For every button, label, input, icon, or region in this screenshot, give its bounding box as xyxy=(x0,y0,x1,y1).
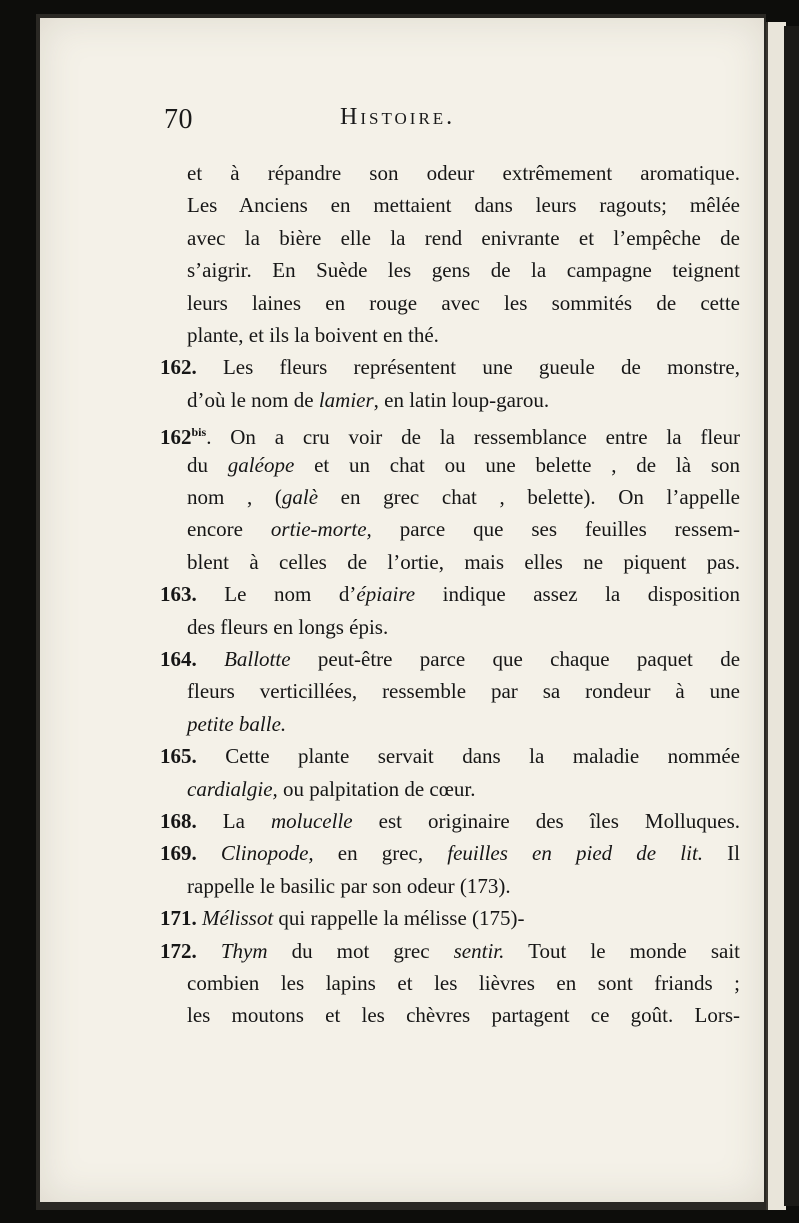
text-line xyxy=(187,871,740,901)
text-line xyxy=(187,450,740,480)
italic-term: lamier xyxy=(318,387,374,412)
italic-term: galè xyxy=(281,485,319,509)
italic-term: Mélissot xyxy=(202,906,274,931)
text-run: d’où le nom de xyxy=(187,387,319,412)
book-page xyxy=(40,18,764,1202)
note-number: 171. xyxy=(160,906,197,931)
text-line xyxy=(187,968,740,998)
text-line xyxy=(187,320,740,350)
note-number: 165. xyxy=(160,744,197,769)
text-line xyxy=(160,741,740,771)
text-line xyxy=(187,676,740,706)
text-run: et un chat ou une belette , de là son xyxy=(294,452,740,477)
text-run: La xyxy=(196,809,271,833)
text-line xyxy=(187,255,740,285)
text-line xyxy=(187,547,740,577)
text-run: blent à celles de l’ortie, mais elles ne piquent pas. xyxy=(187,549,740,574)
text-run: du mot grec xyxy=(267,938,454,963)
italic-term: sentir. xyxy=(453,938,505,963)
text-line xyxy=(160,806,740,836)
text-run: Les Anciens en mettaient dans leurs ragouts; mêlée xyxy=(187,193,740,218)
italic-term: Ballotte xyxy=(224,647,291,671)
text-run: Il xyxy=(703,841,740,866)
page-header xyxy=(40,104,764,144)
text-line xyxy=(187,288,740,318)
text-run: s’aigrir. En Suède les gens de la campagne teignent xyxy=(187,258,740,283)
text-line xyxy=(187,190,740,220)
italic-term: ortie-morte, xyxy=(270,517,372,542)
text-line xyxy=(187,774,740,804)
text-line xyxy=(160,644,740,674)
text-run: plante, et ils la boivent en thé. xyxy=(187,323,439,347)
text-line xyxy=(160,417,740,452)
text-line xyxy=(187,514,740,544)
superscript-bis: bis xyxy=(191,425,207,440)
text-run: Les fleurs représentent une gueule de monstre, xyxy=(196,355,740,380)
text-line xyxy=(187,223,740,253)
text-run xyxy=(197,841,221,865)
italic-term: épiaire xyxy=(356,582,416,607)
note-number: 162 xyxy=(160,425,192,450)
text-line xyxy=(160,936,740,966)
text-line xyxy=(187,158,740,188)
text-run: en grec, xyxy=(313,841,448,866)
text-run: encore xyxy=(187,517,271,542)
text-run: des fleurs en longs épis. xyxy=(187,614,389,639)
page-number: 70 xyxy=(164,104,193,135)
next-page-edge xyxy=(766,22,786,1210)
text-run: indique assez la disposition xyxy=(415,582,740,607)
text-run: en grec chat , belette). On l’appelle xyxy=(318,485,741,509)
text-line xyxy=(160,579,740,609)
text-run: peut-être parce que chaque paquet de xyxy=(290,647,741,671)
text-run: les moutons et les chèvres partagent ce goût. Lors- xyxy=(187,1003,740,1028)
text-run: fleurs verticillées, ressemble par sa rondeur à une xyxy=(187,679,740,704)
text-run xyxy=(197,647,224,671)
text-line xyxy=(160,838,740,868)
note-number: 164. xyxy=(160,647,197,671)
text-run: Tout le monde sait xyxy=(504,938,740,963)
italic-term: Thym xyxy=(220,938,268,963)
text-run: leurs laines en rouge avec les sommités de cette xyxy=(187,290,740,315)
text-run: parce que ses feuilles ressem- xyxy=(371,517,740,542)
text-run: est originaire des îles Molluques. xyxy=(352,809,741,833)
text-run: , en latin loup-garou. xyxy=(373,387,550,412)
running-head: Histoire. xyxy=(340,104,456,130)
text-line xyxy=(187,612,740,642)
italic-term: molucelle xyxy=(270,809,353,833)
text-run: combien les lapins et les lièvres en sont friands ; xyxy=(187,971,740,995)
text-run: . On a cru voir de la ressemblance entre la fleur xyxy=(206,425,740,450)
italic-term: feuilles en pied de lit. xyxy=(447,841,704,866)
text-line xyxy=(187,709,740,739)
text-run: avec la bière elle la rend enivrante et l’empêche de xyxy=(187,225,740,250)
text-line xyxy=(187,385,740,415)
italic-term: cardialgie, xyxy=(187,776,278,801)
note-number: 163. xyxy=(160,582,197,607)
italic-term: Clinopode, xyxy=(220,841,314,866)
text-run: ou palpitation de cœur. xyxy=(277,776,476,801)
italic-term: galéope xyxy=(227,452,295,477)
text-line xyxy=(160,352,740,382)
text-run: rappelle le basilic par son odeur (173). xyxy=(187,873,511,898)
text-run: Cette plante servait dans la maladie nommée xyxy=(196,744,740,769)
text-run xyxy=(197,939,221,963)
text-run: qui rappelle la mélisse (175)- xyxy=(273,906,525,931)
note-number: 168. xyxy=(160,809,197,833)
text-run: et à répandre son odeur extrêmement aromatique. xyxy=(187,161,740,185)
text-run: nom , ( xyxy=(187,485,282,509)
text-run: du xyxy=(187,452,228,477)
text-line xyxy=(187,482,740,512)
text-run: Le nom d’ xyxy=(196,582,357,607)
text-line xyxy=(160,903,740,933)
note-number: 172. xyxy=(160,938,197,963)
text-line xyxy=(187,1000,740,1030)
book-edge xyxy=(784,26,799,1206)
note-number: 162. xyxy=(160,355,197,380)
italic-term: petite balle. xyxy=(187,711,287,736)
note-number: 169. xyxy=(160,841,197,866)
